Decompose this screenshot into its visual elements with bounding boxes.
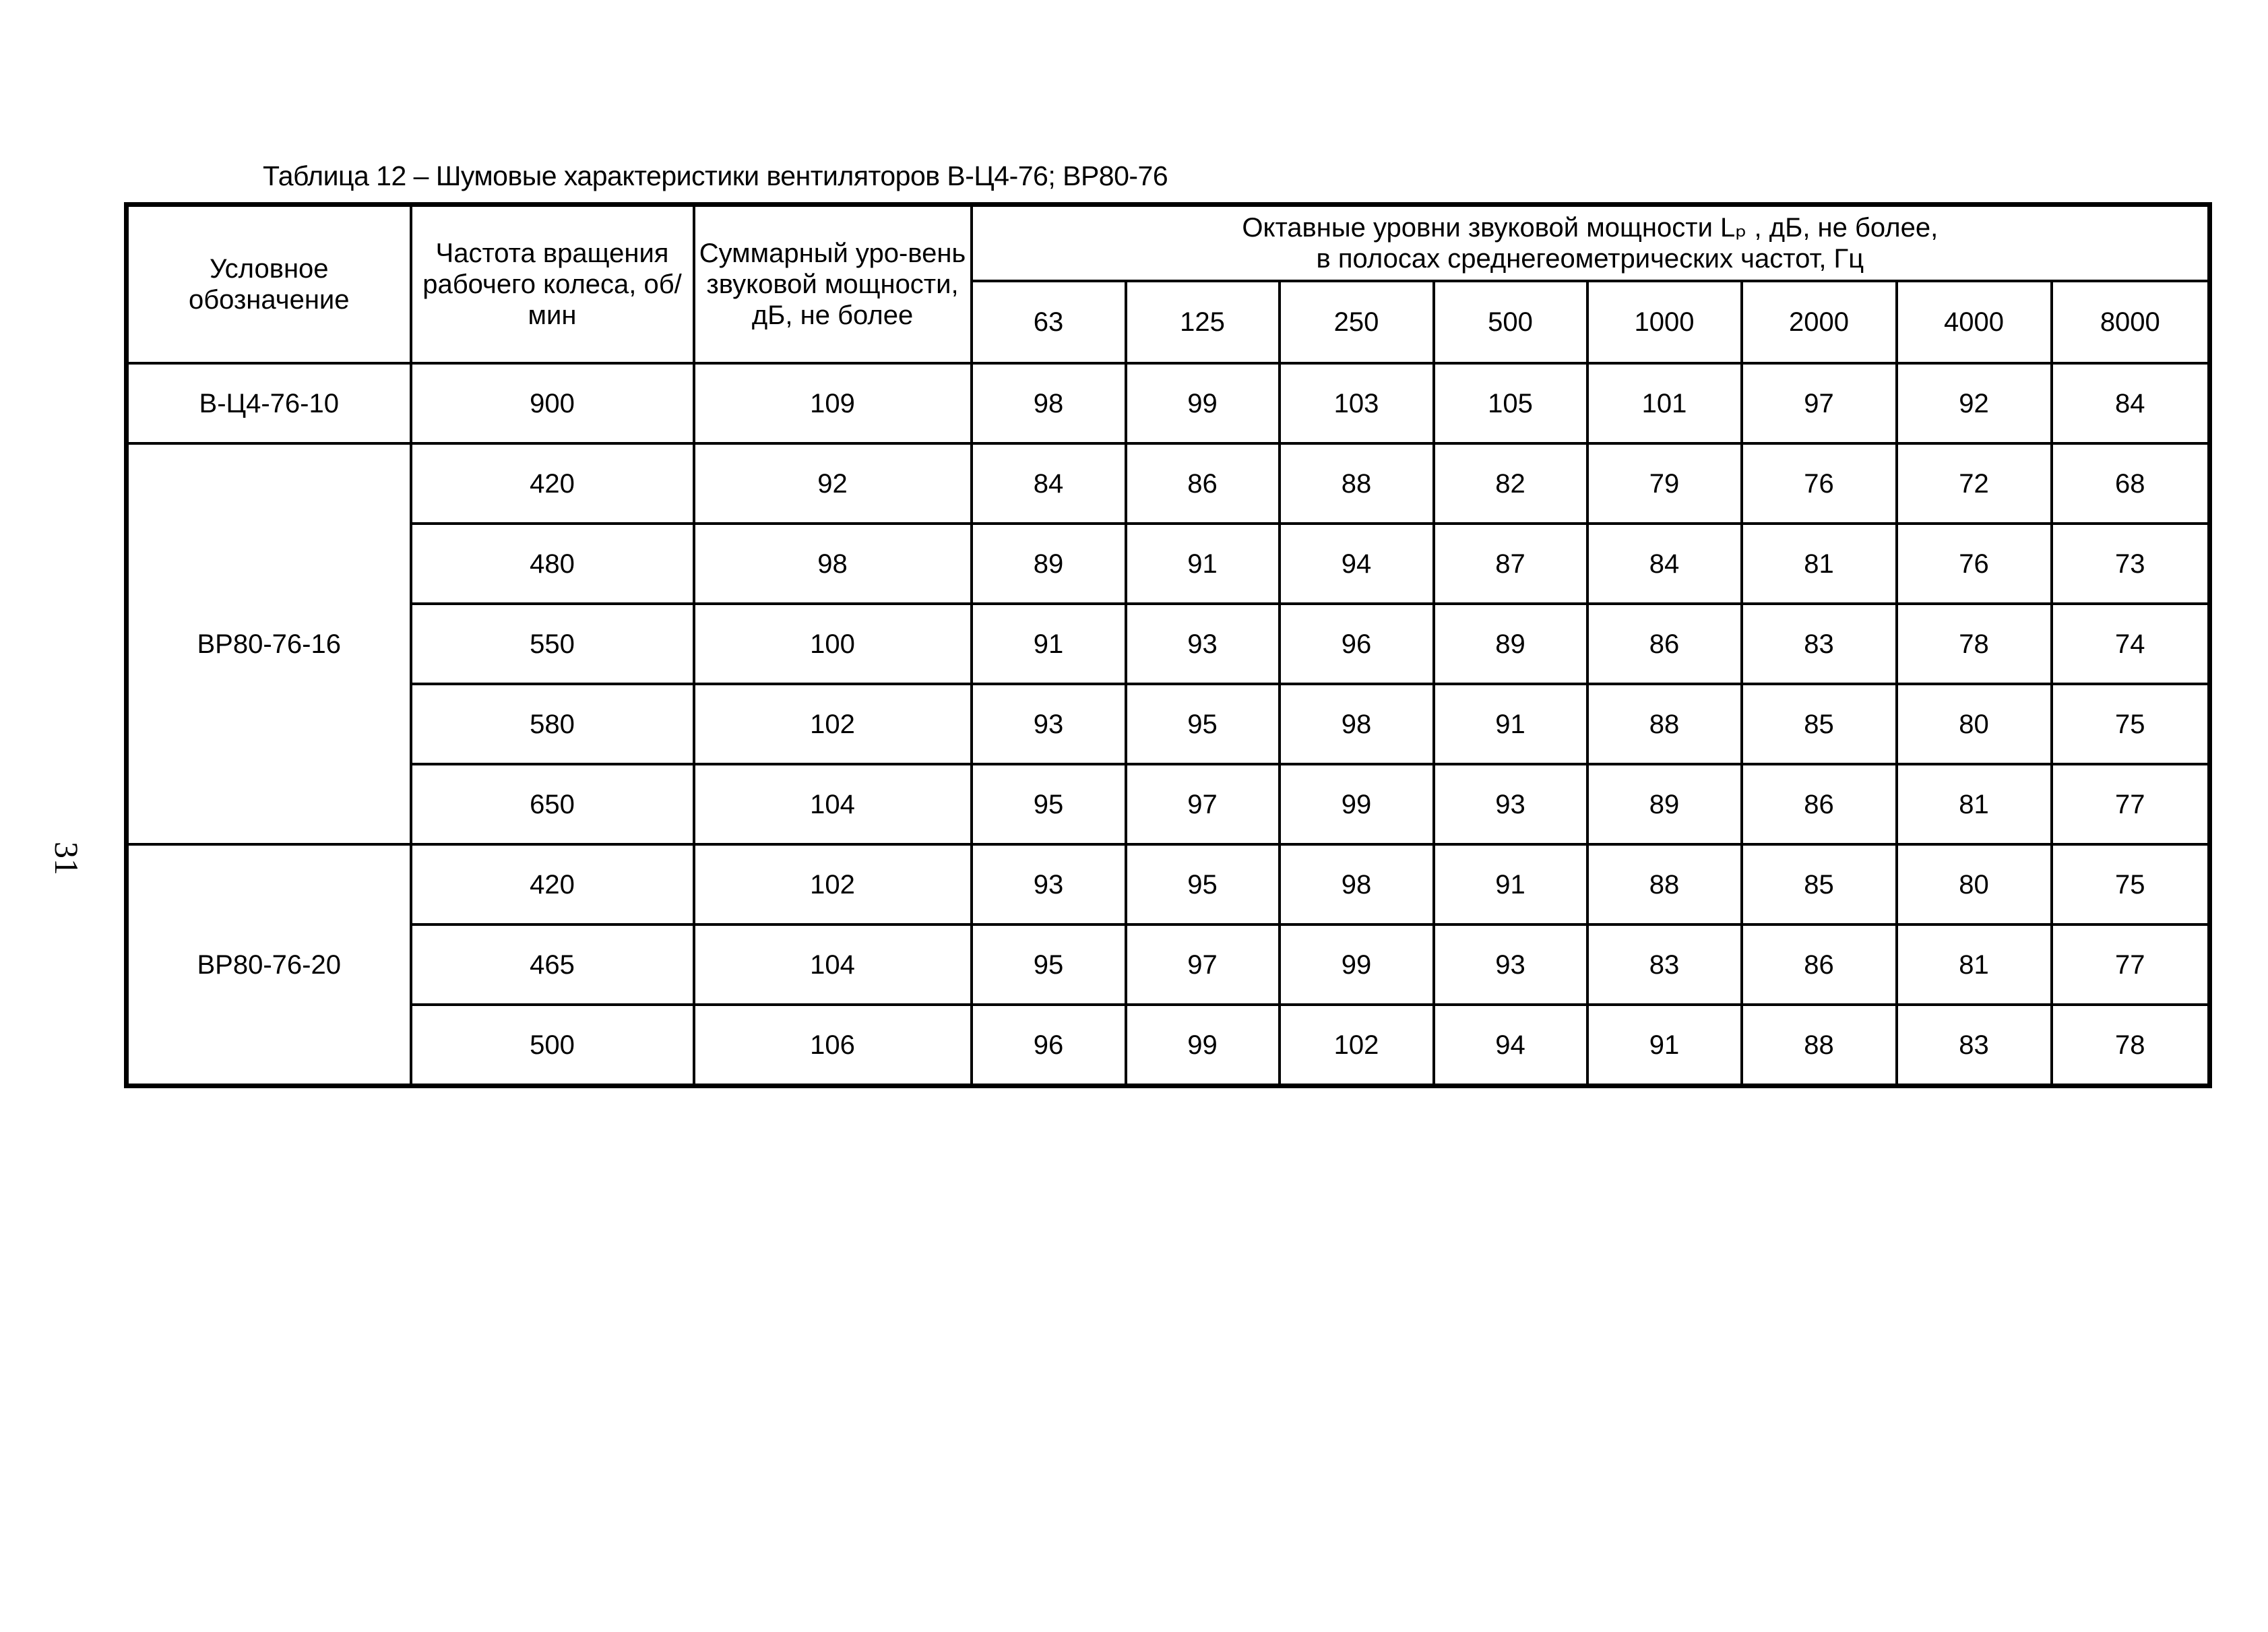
- table-caption: Таблица 12 – Шумовые характеристики вентиляторов В-Ц4-76; ВР80-76: [263, 160, 1168, 191]
- total-level-cell: 102: [694, 844, 972, 924]
- band-level-cell-2000: 88: [1742, 1005, 1897, 1086]
- header-rotation-speed: Частота вращения рабочего колеса, об/мин: [411, 205, 694, 364]
- table-row: [127, 524, 2210, 604]
- band-level-cell-250: 94: [1280, 524, 1434, 604]
- band-level-cell-500: 89: [1434, 604, 1587, 684]
- band-level-cell-4000: 80: [1897, 684, 2052, 764]
- band-level-cell-4000: 78: [1897, 604, 2052, 684]
- rotation-speed-cell: 500: [411, 1005, 694, 1086]
- band-level-cell-125: 86: [1126, 443, 1280, 524]
- table-row: [127, 924, 2210, 1005]
- header-freq-4000: 4000: [1897, 281, 2052, 363]
- total-level-cell: 106: [694, 1005, 972, 1086]
- model-designation: В-Ц4-76-10: [127, 363, 411, 443]
- band-level-cell-4000: 83: [1897, 1005, 2052, 1086]
- band-level-cell-1000: 89: [1587, 764, 1742, 844]
- band-level-cell-4000: 72: [1897, 443, 2052, 524]
- band-level-cell-2000: 97: [1742, 363, 1897, 443]
- band-level-cell-63: 98: [972, 363, 1126, 443]
- band-level-cell-250: 99: [1280, 924, 1434, 1005]
- band-level-cell-8000: 68: [2052, 443, 2210, 524]
- band-level-cell-1000: 88: [1587, 844, 1742, 924]
- model-designation: ВР80-76-16: [127, 443, 411, 844]
- header-octave-line2: в полосах среднегеометрических частот, Гц: [1316, 244, 1864, 274]
- total-level-cell: 109: [694, 363, 972, 443]
- header-freq-63: 63: [972, 281, 1126, 363]
- band-level-cell-500: 93: [1434, 924, 1587, 1005]
- band-level-cell-8000: 74: [2052, 604, 2210, 684]
- table-row: [127, 1005, 2210, 1086]
- table-row: [127, 604, 2210, 684]
- band-level-cell-500: 91: [1434, 844, 1587, 924]
- band-level-cell-125: 91: [1126, 524, 1280, 604]
- band-level-cell-8000: 77: [2052, 924, 2210, 1005]
- header-freq-1000: 1000: [1587, 281, 1742, 363]
- band-level-cell-2000: 85: [1742, 844, 1897, 924]
- band-level-cell-4000: 92: [1897, 363, 2052, 443]
- band-level-cell-4000: 81: [1897, 764, 2052, 844]
- header-freq-2000: 2000: [1742, 281, 1897, 363]
- band-level-cell-500: 93: [1434, 764, 1587, 844]
- header-freq-250: 250: [1280, 281, 1434, 363]
- rotation-speed-cell: 580: [411, 684, 694, 764]
- band-level-cell-2000: 86: [1742, 764, 1897, 844]
- band-level-cell-500: 105: [1434, 363, 1587, 443]
- table-row: [127, 844, 2210, 924]
- band-level-cell-1000: 79: [1587, 443, 1742, 524]
- total-level-cell: 92: [694, 443, 972, 524]
- table-row: [127, 363, 2210, 443]
- table-row: [127, 443, 2210, 524]
- band-level-cell-250: 99: [1280, 764, 1434, 844]
- total-level-cell: 98: [694, 524, 972, 604]
- band-level-cell-63: 91: [972, 604, 1126, 684]
- band-level-cell-125: 97: [1126, 764, 1280, 844]
- total-level-cell: 102: [694, 684, 972, 764]
- band-level-cell-2000: 81: [1742, 524, 1897, 604]
- header-freq-8000: 8000: [2052, 281, 2210, 363]
- band-level-cell-63: 93: [972, 684, 1126, 764]
- band-level-cell-63: 93: [972, 844, 1126, 924]
- band-level-cell-250: 96: [1280, 604, 1434, 684]
- total-level-cell: 104: [694, 764, 972, 844]
- band-level-cell-63: 96: [972, 1005, 1126, 1086]
- band-level-cell-1000: 88: [1587, 684, 1742, 764]
- band-level-cell-125: 95: [1126, 844, 1280, 924]
- band-level-cell-63: 95: [972, 924, 1126, 1005]
- band-level-cell-250: 88: [1280, 443, 1434, 524]
- band-level-cell-8000: 78: [2052, 1005, 2210, 1086]
- band-level-cell-1000: 101: [1587, 363, 1742, 443]
- band-level-cell-1000: 86: [1587, 604, 1742, 684]
- table-row: [127, 684, 2210, 764]
- header-total-sound-level: Суммарный уро-вень звуковой мощности, дБ, не более: [694, 205, 972, 364]
- band-level-cell-8000: 75: [2052, 684, 2210, 764]
- band-level-cell-125: 99: [1126, 363, 1280, 443]
- band-level-cell-500: 91: [1434, 684, 1587, 764]
- band-level-cell-250: 98: [1280, 684, 1434, 764]
- band-level-cell-63: 84: [972, 443, 1126, 524]
- rotation-speed-cell: 900: [411, 363, 694, 443]
- header-octave-line1: Октавные уровни звуковой мощности Lₚ , дБ, не более,: [1242, 213, 1939, 243]
- band-level-cell-4000: 80: [1897, 844, 2052, 924]
- rotation-speed-cell: 420: [411, 844, 694, 924]
- band-level-cell-125: 97: [1126, 924, 1280, 1005]
- band-level-cell-250: 102: [1280, 1005, 1434, 1086]
- band-level-cell-2000: 85: [1742, 684, 1897, 764]
- band-level-cell-500: 87: [1434, 524, 1587, 604]
- total-level-cell: 100: [694, 604, 972, 684]
- band-level-cell-8000: 75: [2052, 844, 2210, 924]
- rotation-speed-cell: 480: [411, 524, 694, 604]
- header-freq-500: 500: [1434, 281, 1587, 363]
- header-designation: Условное обозначение: [127, 205, 411, 364]
- header-octave-levels: [972, 205, 2210, 282]
- band-level-cell-63: 89: [972, 524, 1126, 604]
- total-level-cell: 104: [694, 924, 972, 1005]
- band-level-cell-500: 94: [1434, 1005, 1587, 1086]
- band-level-cell-8000: 84: [2052, 363, 2210, 443]
- header-freq-125: 125: [1126, 281, 1280, 363]
- band-level-cell-1000: 83: [1587, 924, 1742, 1005]
- band-level-cell-125: 93: [1126, 604, 1280, 684]
- band-level-cell-1000: 91: [1587, 1005, 1742, 1086]
- noise-characteristics-table: [124, 202, 2212, 1088]
- band-level-cell-250: 98: [1280, 844, 1434, 924]
- band-level-cell-4000: 76: [1897, 524, 2052, 604]
- band-level-cell-125: 95: [1126, 684, 1280, 764]
- model-designation: ВР80-76-20: [127, 844, 411, 1086]
- band-level-cell-63: 95: [972, 764, 1126, 844]
- rotation-speed-cell: 465: [411, 924, 694, 1005]
- band-level-cell-8000: 73: [2052, 524, 2210, 604]
- band-level-cell-1000: 84: [1587, 524, 1742, 604]
- band-level-cell-125: 99: [1126, 1005, 1280, 1086]
- band-level-cell-4000: 81: [1897, 924, 2052, 1005]
- band-level-cell-8000: 77: [2052, 764, 2210, 844]
- band-level-cell-2000: 86: [1742, 924, 1897, 1005]
- band-level-cell-2000: 76: [1742, 443, 1897, 524]
- band-level-cell-2000: 83: [1742, 604, 1897, 684]
- page-number: 31: [48, 842, 86, 875]
- rotation-speed-cell: 420: [411, 443, 694, 524]
- band-level-cell-250: 103: [1280, 363, 1434, 443]
- rotation-speed-cell: 550: [411, 604, 694, 684]
- band-level-cell-500: 82: [1434, 443, 1587, 524]
- rotation-speed-cell: 650: [411, 764, 694, 844]
- table-row: [127, 764, 2210, 844]
